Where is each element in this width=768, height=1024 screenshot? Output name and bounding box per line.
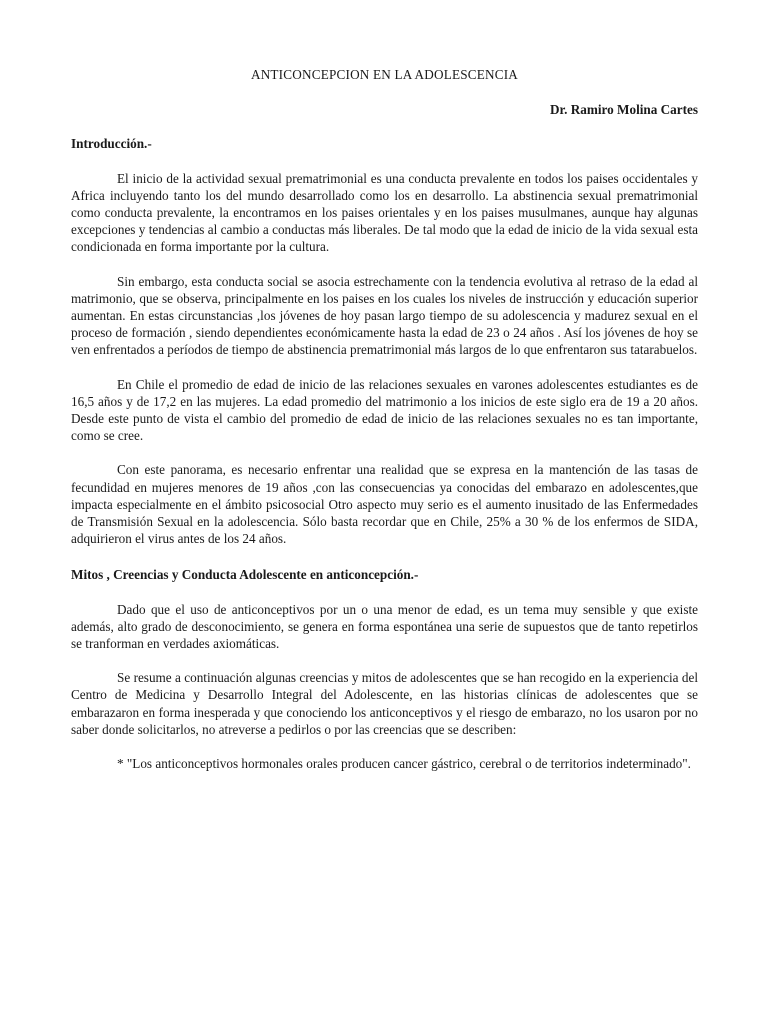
- paragraph: Se resume a continuación algunas creencias y mitos de adolescentes que se han recogido en la experiencia del Centro de Medicina y Desarrollo Integral del Adolescente, en las historias clínicas de adolescentes que se embarazaron en forma inesperada y que conociendo los anticonceptivos y el riesgo de embarazo, no los usaron por no saber donde solicitarlos, no atreverse a pedirlos o por las creencias que se describen:: [71, 670, 698, 737]
- paragraph: Sin embargo, esta conducta social se asocia estrechamente con la tendencia evolutiva al retraso de la edad al matrimonio, que se observa, principalmente en los paises en los cuales los niveles de instrucción y educación superior aumentan. En estas circunstancias ,los jóvenes de hoy pasan largo tiempo de su adolescencia y madurez sexual en el proceso de formación , siendo dependientes económicamente hasta la edad de 23 o 24 años . Así los jóvenes de hoy se ven enfrentados a períodos de tiempo de abstinencia prematrimonial más largos de lo que enfrentaron sus tatarabuelos.: [71, 273, 698, 358]
- document-page: [71, 66, 698, 772]
- paragraph: En Chile el promedio de edad de inicio de las relaciones sexuales en varones adolescentes estudiantes es de 16,5 años y de 17,2 en las mujeres. La edad promedio del matrimonio a los inicios de este siglo era de 19 a 20 años. Desde este punto de vista el cambio del promedio de edad de inicio de las relaciones sexuales no es tan importante, como se cree.: [71, 376, 698, 444]
- document-title: ANTICONCEPCION EN LA ADOLESCENCIA: [250, 67, 519, 82]
- document-author: Dr. Ramiro Molina Cartes: [550, 102, 698, 118]
- myth-quote: * "Los anticonceptivos hormonales orales producen cancer gástrico, cerebral o de territorios indeterminado".: [117, 756, 691, 772]
- section-heading-mitos: Mitos , Creencias y Conducta Adolescente en anticoncepción.-: [71, 567, 419, 583]
- section-heading-introduccion: Introducción.-: [71, 136, 152, 152]
- paragraph: El inicio de la actividad sexual prematrimonial es una conducta prevalente en todos los paises occidentales y Africa incluyendo tanto los del mundo desarrollado como los en desarrollo. La abstinencia sexual prematrimonial como conducta prevalente, la encontramos en los paises orientales y en los paises musulmanes, aunque hay algunas excepciones y tendencias al cambio a conductas más liberales. De tal modo que la edad de inicio de la vida sexual esta condicionada en forma importante por la cultura.: [71, 170, 698, 255]
- paragraph: Dado que el uso de anticonceptivos por un o una menor de edad, es un tema muy sensible y que existe además, alto grado de desconocimiento, se genera en forma espontánea una serie de supuestos que de tanto repetirlos se tranforman en verdades axiomáticas.: [71, 601, 698, 652]
- paragraph: Con este panorama, es necesario enfrentar una realidad que se expresa en la mantención de las tasas de fecundidad en mujeres menores de 19 años ,con las consecuencias ya conocidas del embarazo en adolescentes,que impacta especialmente en el ámbito psicosocial Otro aspecto muy serio es el aumento inusitado de las Enfermedades de Transmisión Sexual en la adolescencia. Sólo basta recordar que en Chile, 25% a 30 % de los enfermos de SIDA, adquirieron el virus antes de los 24 años.: [71, 462, 698, 547]
